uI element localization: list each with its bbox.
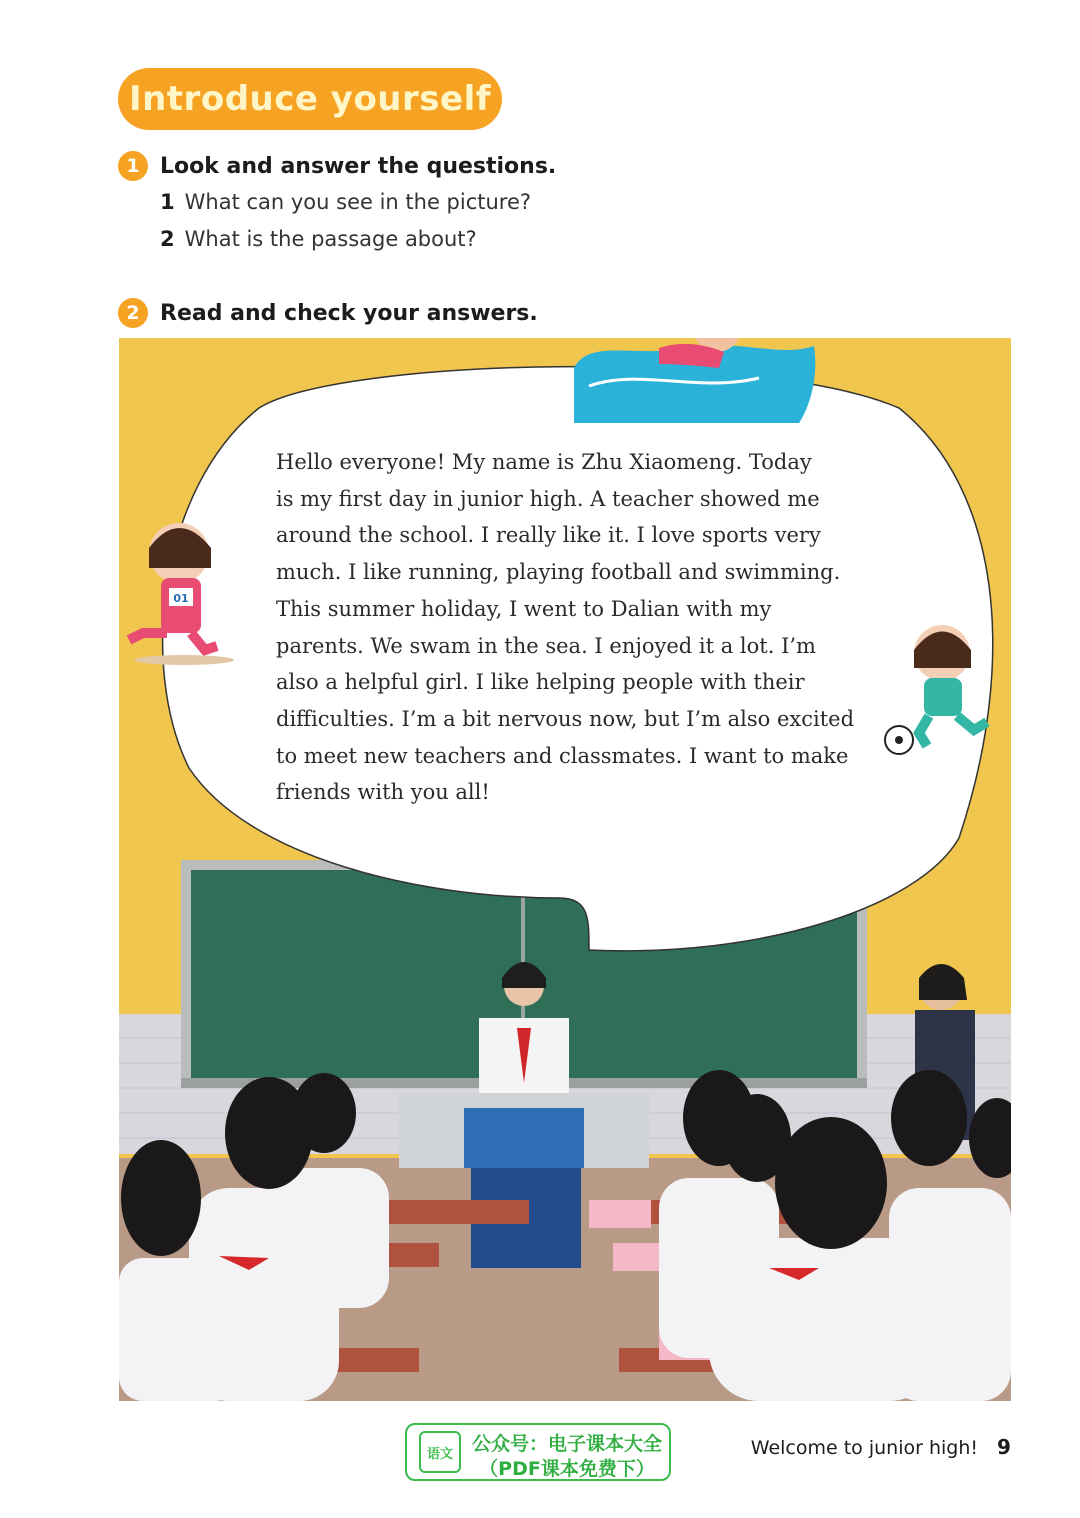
section-title-banner <box>118 68 502 130</box>
watermark-icon-text: 语文 <box>426 1446 453 1462</box>
passage-line: much. I like running, playing football and swimming. <box>276 560 841 585</box>
step-1-instruction: Look and answer the questions. <box>160 153 557 179</box>
passage-line: around the school. I really like it. I love sports very <box>276 523 821 548</box>
question-2 <box>160 227 477 251</box>
question-2-text: What is the passage about? <box>184 227 477 251</box>
watermark-line-2: （PDF课本免费下） <box>479 1458 655 1480</box>
step-2-instruction: Read and check your answers. <box>160 300 538 326</box>
step-1-number: 1 <box>118 151 148 181</box>
question-1 <box>160 190 531 214</box>
passage-line: parents. We swam in the sea. I enjoyed it a lot. I’m <box>276 633 816 658</box>
watermark-line-1: 公众号：电子课本大全 <box>471 1433 662 1455</box>
footer-unit-title: Welcome to junior high! <box>750 1437 978 1459</box>
passage-line: friends with you all! <box>276 780 490 805</box>
page-number: 9 <box>997 1435 1011 1459</box>
passage-line: difficulties. I’m a bit nervous now, but I’m also excited <box>276 706 855 731</box>
question-2-number: 2 <box>160 227 175 251</box>
section-title: Introduce yourself <box>128 79 492 119</box>
passage-line: also a helpful girl. I like helping people with their <box>276 670 805 695</box>
passage-line: Hello everyone! My name is Zhu Xiaomeng. Today <box>276 450 812 474</box>
passage-line: to meet new teachers and classmates. I want to make <box>276 743 849 768</box>
step-1 <box>118 151 556 181</box>
passage-line: is my first day in junior high. A teacher showed me <box>276 486 820 511</box>
book-icon <box>419 1431 461 1473</box>
question-1-number: 1 <box>160 190 175 214</box>
watermark-badge <box>405 1423 671 1481</box>
passage-line: This summer holiday, I went to Dalian with my <box>276 596 772 621</box>
step-2 <box>118 298 538 328</box>
runner-bib-number: 01 <box>173 592 189 605</box>
reading-passage <box>276 444 866 811</box>
step-2-number: 2 <box>118 298 148 328</box>
question-1-text: What can you see in the picture? <box>184 190 532 214</box>
